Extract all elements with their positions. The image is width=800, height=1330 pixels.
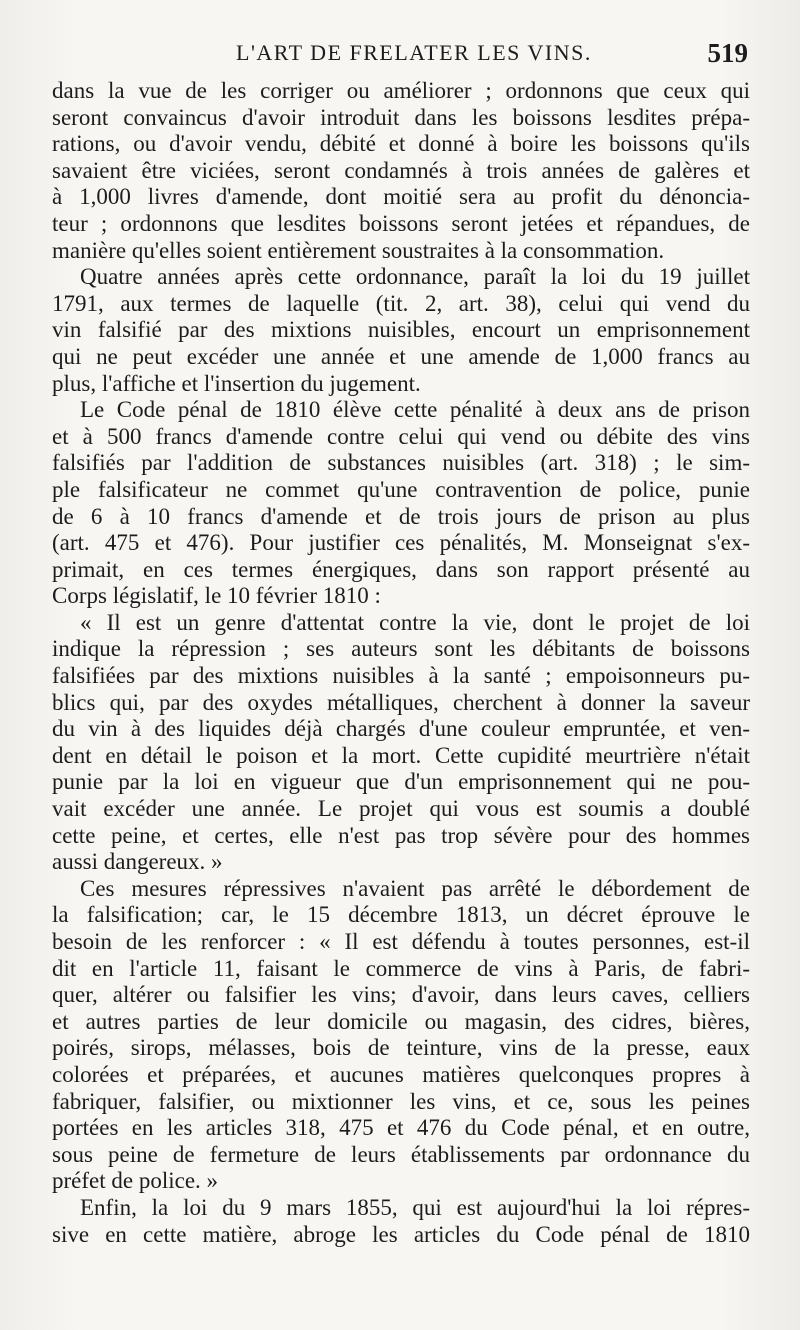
body-text [52,78,750,1248]
text-line: (art. 475 et 476). Pour justifier ces pénalités, M. Monseignat s'ex- [52,530,750,556]
text-line: à 1,000 livres d'amende, dont moitié sera au profit du dénoncia- [52,184,750,210]
text-line: préfet de police. » [52,1168,219,1194]
text-line: seront convaincus d'avoir introduit dans les boissons lesdites prépa- [52,104,750,130]
text-line: Le Code pénal de 1810 élève cette pénalité à deux ans de prison [80,397,750,423]
text-line: savaient être viciées, seront condamnés à trois années de galères et [52,157,750,183]
text-line: et à 500 francs d'amende contre celui qui vend ou débite des vins [52,423,750,449]
text-line: vin falsifié par des mixtions nuisibles, encourt un emprisonnement [52,317,750,343]
page-number: 519 [707,38,748,68]
text-line: plus, l'affiche et l'insertion du jugement. [52,370,421,396]
text-line: vait excéder une année. Le projet qui vous est soumis a doublé [52,796,750,822]
text-line: aussi dangereux. » [52,849,223,875]
text-line: sive en cette matière, abroge les articles du Code pénal de 1810 [52,1221,750,1247]
page-header [0,40,800,76]
text-line: colorées et préparées, et aucunes matières quelconques propres à [52,1061,750,1087]
text-line: teur ; ordonnons que lesdites boissons seront jetées et répandues, de [52,210,750,236]
text-line: rations, ou d'avoir vendu, débité et donné à boire les boissons qu'ils [52,131,750,157]
text-line: ple falsificateur ne commet qu'une contravention de police, punie [52,476,750,502]
text-line: et autres parties de leur domicile ou magasin, des cidres, bières, [52,1008,750,1034]
text-line: cette peine, et certes, elle n'est pas trop sévère pour des hommes [52,822,750,848]
text-line: Ces mesures répressives n'avaient pas arrêté le débordement de [80,875,750,901]
text-line: 1791, aux termes de laquelle (tit. 2, art. 38), celui qui vend du [52,290,750,316]
text-line: portées en les articles 318, 475 et 476 du Code pénal, et en outre, [52,1115,750,1141]
text-line: manière qu'elles soient entièrement soustraites à la consommation. [52,237,665,263]
text-line: Quatre années après cette ordonnance, paraît la loi du 19 juillet [80,264,750,290]
text-line: dans la vue de les corriger ou améliorer ; ordonnons que ceux qui [52,78,750,103]
running-title: L'ART DE FRELATER LES VINS. [236,40,592,65]
text-line: quer, altérer ou falsifier les vins; d'avoir, dans leurs caves, celliers [52,982,750,1008]
text-line: Corps législatif, le 10 février 1810 : [52,583,381,609]
text-line: du vin à des liquides déjà chargés d'une couleur empruntée, et ven- [52,716,750,742]
text-line: sous peine de fermeture de leurs établissements par ordonnance du [52,1141,750,1167]
text-line: dent en détail le poison et la mort. Cette cupidité meurtrière n'était [52,742,750,768]
text-line: de 6 à 10 francs d'amende et de trois jours de prison au plus [52,503,750,529]
text-line: punie par la loi en vigueur que d'un emprisonnement qui ne pou- [52,769,750,795]
text-line: primait, en ces termes énergiques, dans son rapport présenté au [52,556,750,582]
text-line: dit en l'article 11, faisant le commerce de vins à Paris, de fabri- [52,955,750,981]
text-line: « Il est un genre d'attentat contre la vie, dont le projet de loi [80,609,750,635]
text-line: Enfin, la loi du 9 mars 1855, qui est aujourd'hui la loi répres- [80,1194,750,1220]
text-line: falsifiés par l'addition de substances nuisibles (art. 318) ; le sim- [52,450,750,476]
text-line: besoin de les renforcer : « Il est défendu à toutes personnes, est-il [52,929,750,954]
text-line: la falsification; car, le 15 décembre 1813, un décret éprouve le [52,902,750,928]
text-line: poirés, sirops, mélasses, bois de teinture, vins de la presse, eaux [52,1035,750,1061]
text-line: falsifiées par des mixtions nuisibles à la santé ; empoisonneurs pu- [52,663,750,689]
text-line: indique la répression ; ses auteurs sont les débitants de boissons [52,636,750,662]
text-line: qui ne peut excéder une année et une amende de 1,000 francs au [52,343,750,369]
text-line: fabriquer, falsifier, ou mixtionner les vins, et ce, sous les peines [52,1088,750,1114]
text-line: blics qui, par des oxydes métalliques, cherchent à donner la saveur [52,689,750,715]
